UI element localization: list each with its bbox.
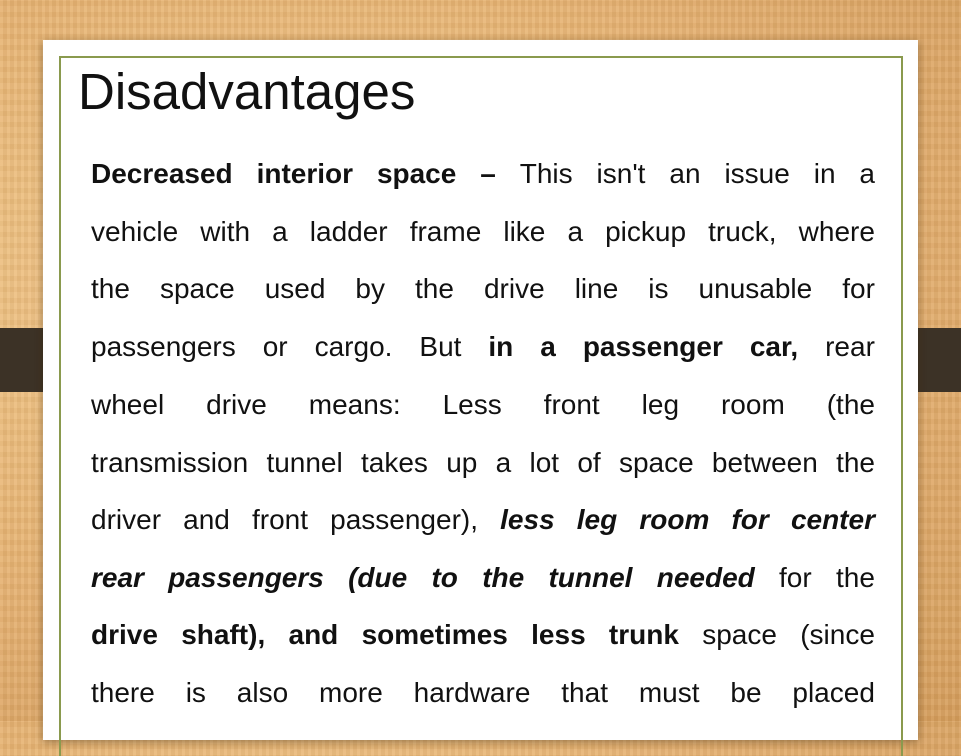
body-text-line xyxy=(91,157,875,191)
body-word: a xyxy=(272,216,288,247)
body-word: front xyxy=(251,504,309,535)
body-word: needed xyxy=(656,562,755,593)
body-word: drive xyxy=(206,389,267,420)
body-word: wheel xyxy=(91,389,165,420)
body-word: trunk xyxy=(608,619,679,650)
body-word: frame xyxy=(409,216,482,247)
body-word: an xyxy=(669,158,701,189)
body-word: pickup xyxy=(605,216,687,247)
body-word: truck, xyxy=(708,216,777,247)
body-word: must xyxy=(638,677,700,708)
body-word: in xyxy=(488,331,514,362)
body-word: less xyxy=(531,619,586,650)
body-word: (the xyxy=(826,389,875,420)
body-word: that xyxy=(561,677,608,708)
body-word: hardware xyxy=(413,677,531,708)
body-word: car, xyxy=(749,331,799,362)
body-word: like xyxy=(503,216,546,247)
body-text-line xyxy=(91,446,875,480)
body-word: space xyxy=(702,619,777,650)
body-word: space xyxy=(376,158,457,189)
body-word: unusable xyxy=(698,273,813,304)
body-word: to xyxy=(431,562,458,593)
body-word: space xyxy=(618,447,694,478)
body-word: between xyxy=(711,447,818,478)
body-word: in xyxy=(813,158,836,189)
body-word: the xyxy=(835,562,875,593)
body-word: is xyxy=(185,677,206,708)
body-word: space xyxy=(159,273,235,304)
body-word: rear xyxy=(91,562,144,593)
body-word: tunnel xyxy=(548,562,633,593)
body-word: ladder xyxy=(309,216,388,247)
body-word: sometimes xyxy=(361,619,508,650)
body-word: placed xyxy=(792,677,875,708)
body-word: interior xyxy=(256,158,354,189)
body-word: the xyxy=(415,273,454,304)
body-word: – xyxy=(480,158,496,189)
body-word: where xyxy=(798,216,875,247)
body-word: leg xyxy=(576,504,618,535)
body-word: there xyxy=(91,677,155,708)
body-word: cargo. xyxy=(314,331,393,362)
body-text-line xyxy=(91,215,875,249)
body-word: passengers xyxy=(168,562,324,593)
body-word: tunnel xyxy=(266,447,343,478)
body-word: of xyxy=(577,447,601,478)
body-word: less xyxy=(500,504,555,535)
slide-title: Disadvantages xyxy=(78,63,416,120)
body-text-line xyxy=(91,618,875,652)
body-word: by xyxy=(355,273,385,304)
body-word: driver xyxy=(91,504,162,535)
body-word: more xyxy=(319,677,383,708)
body-word: line xyxy=(574,273,619,304)
body-word: center xyxy=(790,504,875,535)
body-word: a xyxy=(567,216,584,247)
body-word: issue xyxy=(724,158,790,189)
body-word: front xyxy=(543,389,600,420)
body-word: Less xyxy=(442,389,502,420)
body-word: and xyxy=(183,504,230,535)
body-word: drive xyxy=(91,619,158,650)
body-word: drive xyxy=(483,273,545,304)
body-word: (since xyxy=(800,619,875,650)
body-word: and xyxy=(288,619,339,650)
body-text-line xyxy=(91,561,875,595)
body-text-line xyxy=(91,272,875,306)
body-word: the xyxy=(482,562,525,593)
body-word: a xyxy=(495,447,512,478)
body-text-line xyxy=(91,330,875,364)
body-word: for xyxy=(779,562,812,593)
body-word: for xyxy=(731,504,769,535)
body-word: passenger), xyxy=(330,504,479,535)
body-word: rear xyxy=(825,331,875,362)
body-word: (due xyxy=(348,562,408,593)
body-word: up xyxy=(446,447,478,478)
body-word: the xyxy=(91,273,130,304)
body-word: shaft), xyxy=(181,619,266,650)
body-word: isn't xyxy=(596,158,646,189)
body-word: a xyxy=(540,331,556,362)
body-text-line xyxy=(91,503,875,537)
body-word: be xyxy=(730,677,762,708)
body-word: passenger xyxy=(582,331,723,362)
body-word: also xyxy=(236,677,289,708)
body-word: lot xyxy=(529,447,560,478)
body-word: room xyxy=(720,389,785,420)
body-word: This xyxy=(519,158,573,189)
body-word: is xyxy=(648,273,669,304)
body-word: or xyxy=(262,331,288,362)
body-word: used xyxy=(264,273,326,304)
body-word: vehicle xyxy=(91,216,179,247)
body-word: passengers xyxy=(91,331,236,362)
body-text-line xyxy=(91,676,875,710)
body-word: the xyxy=(836,447,875,478)
body-word: a xyxy=(859,158,875,189)
body-word: Decreased xyxy=(91,158,233,189)
body-text-line xyxy=(91,388,875,422)
body-word: But xyxy=(419,331,462,362)
body-word: room xyxy=(639,504,710,535)
body-word: with xyxy=(200,216,251,247)
body-word: takes xyxy=(361,447,428,478)
body-word: transmission xyxy=(91,447,249,478)
body-word: for xyxy=(842,273,875,304)
body-word: means: xyxy=(308,389,401,420)
body-word: leg xyxy=(641,389,680,420)
